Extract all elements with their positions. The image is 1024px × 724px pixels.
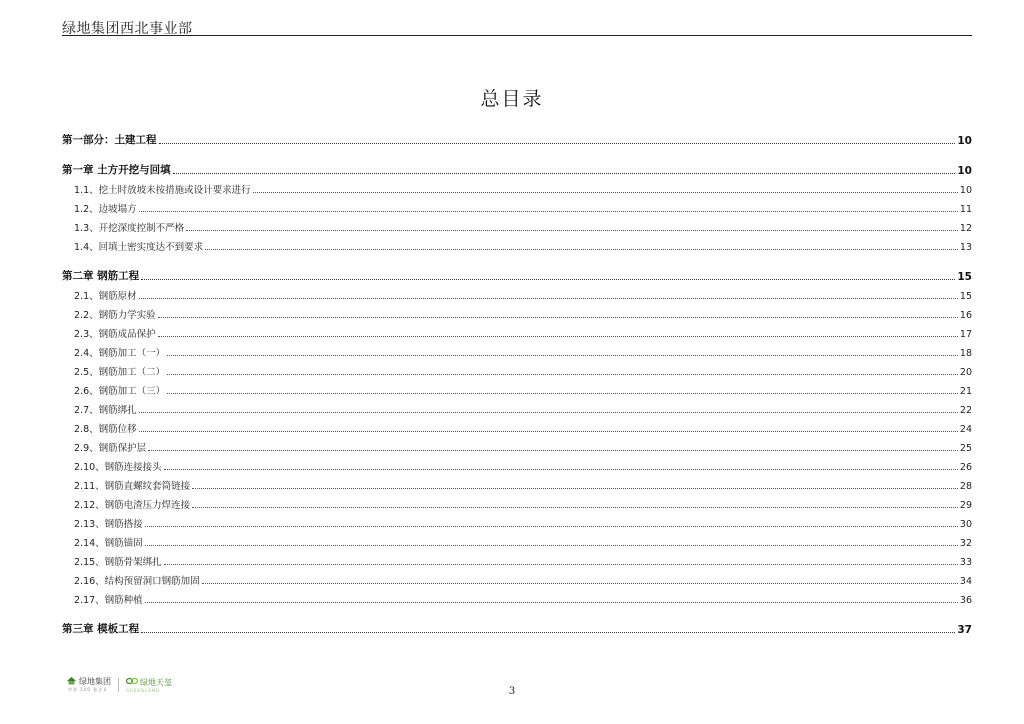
toc-entry-page-number: 15 [959,291,972,302]
toc-entry-page-number: 29 [959,500,972,511]
toc-entry-page-number: 11 [959,204,972,215]
toc-entry-page-number: 26 [959,462,972,473]
toc-entry-page-number: 16 [959,310,972,321]
toc-entry-label: 2.13、钢筋搭接 [74,519,143,530]
toc-section-entry[interactable] [62,476,972,495]
toc-chapter-entry[interactable] [62,617,972,639]
toc-entry-label: 2.14、钢筋锚固 [74,538,143,549]
toc-entry-page-number: 37 [957,624,972,636]
toc-leader-dots [139,211,958,212]
toc-entry-label: 2.10、钢筋连接接头 [74,462,162,473]
toc-section-entry[interactable] [62,419,972,438]
toc-section-entry[interactable] [62,199,972,218]
toc-entry-label: 2.16、结构预留洞口钢筋加固 [74,576,200,587]
toc-leader-dots [139,298,958,299]
toc-entry-page-number: 28 [959,481,972,492]
toc-leader-dots [164,564,958,565]
toc-section-entry[interactable] [62,381,972,400]
toc-entry-page-number: 25 [959,443,972,454]
toc-section-entry[interactable] [62,514,972,533]
toc-entry-label: 2.9、钢筋保护层 [74,443,147,454]
toc-entry-label: 2.8、钢筋位移 [74,424,137,435]
toc-leader-dots [167,393,958,394]
table-of-contents [62,128,972,639]
toc-entry-page-number: 32 [959,538,972,549]
toc-entry-label: 2.4、钢筋加工（一） [74,348,166,359]
page-title: 总目录 [480,88,544,110]
toc-entry-page-number: 10 [957,165,972,177]
toc-entry-page-number: 24 [959,424,972,435]
logo-left-tagline: 世界 500 强企业 [68,687,109,692]
toc-leader-dots [253,192,958,193]
toc-entry-label: 第一章 土方开挖与回填 [62,164,171,176]
toc-entry-page-number: 34 [959,576,972,587]
toc-leader-dots [158,336,958,337]
toc-section-entry[interactable] [62,237,972,256]
toc-leader-dots [173,173,956,174]
toc-leader-dots [186,230,958,231]
toc-chapter-entry[interactable] [62,264,972,286]
toc-leader-dots [202,583,958,584]
toc-entry-label: 2.17、钢筋种植 [74,595,143,606]
toc-entry-label: 2.5、钢筋加工（二） [74,367,166,378]
toc-leader-dots [164,469,958,470]
toc-entry-label: 1.3、开挖深度控制不严格 [74,223,185,234]
toc-entry-label: 2.12、钢筋电渣压力焊连接 [74,500,191,511]
toc-section-entry[interactable] [62,552,972,571]
toc-entry-label: 第三章 模板工程 [62,623,140,635]
logo-left-name: 绿地集团 [79,677,111,686]
toc-entry-page-number: 10 [959,185,972,196]
toc-leader-dots [139,412,958,413]
toc-chapter-entry[interactable] [62,128,972,150]
toc-section-entry[interactable] [62,438,972,457]
toc-leader-dots [139,431,958,432]
toc-entry-label: 1.4、回填土密实度达不到要求 [74,242,204,253]
toc-section-entry[interactable] [62,324,972,343]
toc-leader-dots [145,602,958,603]
toc-leader-dots [192,507,958,508]
toc-entry-label: 2.1、钢筋原材 [74,291,137,302]
toc-entry-page-number: 12 [959,223,972,234]
toc-entry-label: 1.1、挖土时放坡未按措施或设计要求进行 [74,185,251,196]
toc-section-entry[interactable] [62,343,972,362]
toc-section-entry[interactable] [62,400,972,419]
toc-leader-dots [159,143,956,144]
toc-section-entry[interactable] [62,533,972,552]
toc-leader-dots [192,488,958,489]
toc-leader-dots [148,450,958,451]
toc-leader-dots [167,355,958,356]
toc-entry-page-number: 21 [959,386,972,397]
toc-entry-label: 2.3、钢筋成品保护 [74,329,156,340]
toc-entry-label: 2.15、钢筋骨架绑扎 [74,557,162,568]
toc-leader-dots [205,249,958,250]
toc-leader-dots [145,526,958,527]
toc-entry-page-number: 20 [959,367,972,378]
toc-entry-label: 2.2、钢筋力学实验 [74,310,156,321]
logo-right-name: 绿地天玺 [140,677,172,687]
toc-entry-label: 第二章 钢筋工程 [62,270,140,282]
toc-entry-page-number: 15 [957,271,972,283]
toc-entry-page-number: 18 [959,348,972,359]
toc-leader-dots [167,374,958,375]
toc-leader-dots [141,279,955,280]
toc-section-entry[interactable] [62,286,972,305]
toc-entry-label: 2.6、钢筋加工（三） [74,386,166,397]
toc-entry-page-number: 36 [959,595,972,606]
header-title: 绿地集团西北事业部 [62,21,193,37]
toc-entry-page-number: 13 [959,242,972,253]
toc-section-entry[interactable] [62,590,972,609]
toc-entry-label: 2.11、钢筋直螺纹套筒链接 [74,481,191,492]
toc-section-entry[interactable] [62,218,972,237]
toc-leader-dots [145,545,958,546]
toc-entry-label: 2.7、钢筋绑扎 [74,405,137,416]
toc-section-entry[interactable] [62,305,972,324]
toc-section-entry[interactable] [62,180,972,199]
toc-entry-page-number: 17 [959,329,972,340]
toc-entry-label: 1.2、边坡塌方 [74,204,137,215]
toc-leader-dots [158,317,958,318]
logo-right-tagline: GREENLAND [126,687,161,693]
toc-section-entry[interactable] [62,571,972,590]
toc-leader-dots [141,632,955,633]
toc-entry-page-number: 30 [959,519,972,530]
toc-section-entry[interactable] [62,457,972,476]
header-rule [62,35,972,36]
page-number: 3 [508,686,516,697]
toc-section-entry[interactable] [62,495,972,514]
toc-entry-label: 第一部分：土建工程 [62,134,157,146]
toc-entry-page-number: 22 [959,405,972,416]
toc-chapter-entry[interactable] [62,158,972,180]
toc-entry-page-number: 33 [959,557,972,568]
toc-section-entry[interactable] [62,362,972,381]
toc-entry-page-number: 10 [957,135,972,147]
